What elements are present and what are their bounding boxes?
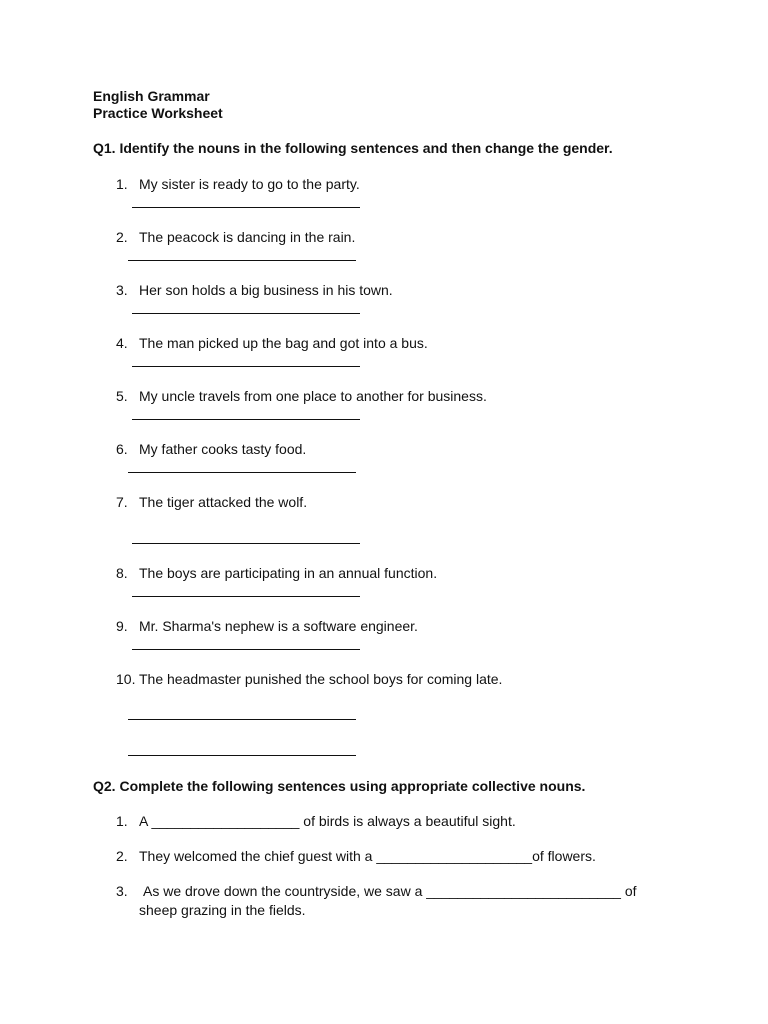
answer-line[interactable] <box>132 596 360 597</box>
answer-line[interactable] <box>132 543 360 544</box>
sentence-continued: sheep grazing in the fields. <box>139 902 306 918</box>
q1-heading: Q1. Identify the nouns in the following sentences and then change the gender. <box>93 140 613 156</box>
answer-line[interactable] <box>128 755 356 756</box>
item-number: 5. <box>116 388 128 404</box>
item-text: The man picked up the bag and got into a bus. <box>139 335 428 351</box>
sentence-start: They welcomed the chief guest with a <box>139 848 373 864</box>
item-text: The peacock is dancing in the rain. <box>139 229 356 245</box>
answer-line[interactable] <box>132 366 360 367</box>
item-text: The headmaster punished the school boys for coming late. <box>139 671 503 687</box>
sentence-start: As we drove down the countryside, we saw a <box>143 883 423 899</box>
item-sentence <box>139 813 516 829</box>
sentence-start: A <box>139 813 148 829</box>
sentence-end: of <box>624 883 637 899</box>
item-number: 2. <box>116 229 128 245</box>
worksheet-subtitle: Practice Worksheet <box>93 105 223 121</box>
item-sentence <box>143 883 637 899</box>
fill-in-blank[interactable]: _________________________ <box>426 883 621 899</box>
fill-in-blank[interactable]: ___________________ <box>151 813 300 829</box>
item-text: Her son holds a big business in his town. <box>139 282 393 298</box>
item-number: 1. <box>116 176 128 192</box>
item-text: My uncle travels from one place to another for business. <box>139 388 487 404</box>
item-text: My father cooks tasty food. <box>139 441 307 457</box>
answer-line[interactable] <box>128 472 356 473</box>
answer-line[interactable] <box>132 313 360 314</box>
item-number: 8. <box>116 565 128 581</box>
sentence-end: of flowers. <box>532 848 596 864</box>
item-number: 4. <box>116 335 128 351</box>
answer-line[interactable] <box>132 419 360 420</box>
worksheet-title: English Grammar <box>93 88 210 104</box>
q2-heading: Q2. Complete the following sentences using appropriate collective nouns. <box>93 778 586 794</box>
item-text: The boys are participating in an annual function. <box>139 565 438 581</box>
fill-in-blank[interactable]: ____________________ <box>376 848 533 864</box>
item-number: 1. <box>116 813 128 829</box>
sentence-end: of birds is always a beautiful sight. <box>303 813 516 829</box>
item-number: 10. <box>116 671 136 687</box>
item-number: 3. <box>116 282 128 298</box>
item-text: My sister is ready to go to the party. <box>139 176 360 192</box>
item-sentence <box>139 848 596 864</box>
answer-line[interactable] <box>128 260 356 261</box>
item-number: 2. <box>116 848 128 864</box>
item-text: Mr. Sharma's nephew is a software engineer. <box>139 618 418 634</box>
item-number: 7. <box>116 494 128 510</box>
item-text: The tiger attacked the wolf. <box>139 494 308 510</box>
item-number: 9. <box>116 618 128 634</box>
answer-line[interactable] <box>128 719 356 720</box>
answer-line[interactable] <box>132 207 360 208</box>
item-number: 6. <box>116 441 128 457</box>
answer-line[interactable] <box>132 649 360 650</box>
item-number: 3. <box>116 883 128 899</box>
